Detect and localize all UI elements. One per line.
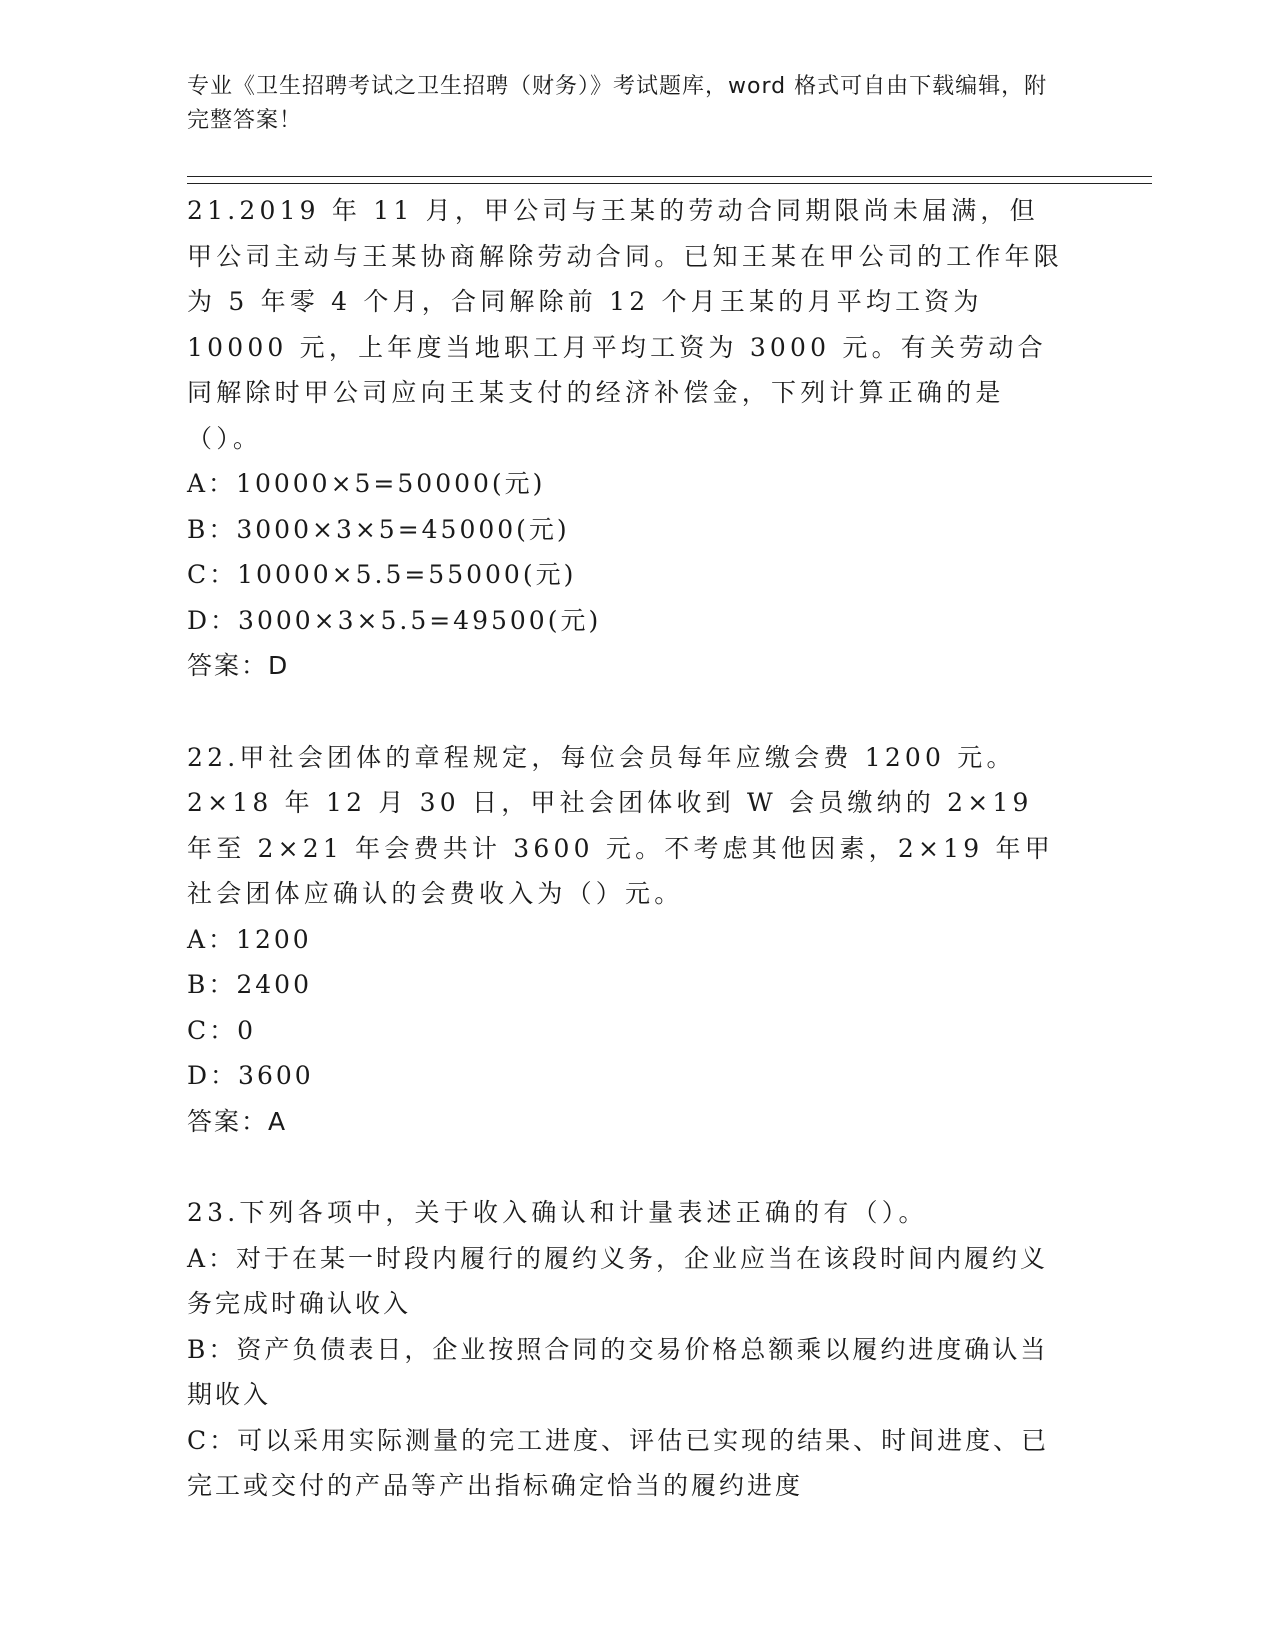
question-stem: 23.下列各项中，关于收入确认和计量表述正确的有（）。 [187, 1198, 928, 1227]
option-d: D：3000×3×5.5=49500(元) [187, 605, 602, 635]
document-header [187, 70, 1067, 138]
header-title: 专业《卫生招聘考试之卫生招聘（财务）》考试题库，word 格式可自由下载编辑，附完整答案！ [187, 74, 1048, 133]
option-a: A：1200 [187, 924, 312, 954]
option-a: A：10000×5=50000(元) [187, 469, 546, 498]
option-b: B：资产负债表日，企业按照合同的交易价格总额乘以履约进度确认当期收入 [187, 1334, 1049, 1409]
question-stem: 21.2019 年 11 月，甲公司与王某的劳动合同期限尚未届满，但甲公司主动与王某协商解除劳动合同。已知王某在甲公司的工作年限为 5 年零 4 个月，合同解除前 12 个月王某的月平均工资为 10000 元，上年度当地职工月平均工资为 3000 元。有关劳动合同解除时甲公司应向王某支付的经济补偿金，下列计算正确的是（）。 [187, 196, 1064, 453]
question-21 [187, 188, 1067, 689]
option-a: A：对于在某一时段内履行的履约义务，企业应当在该段时间内履约义务完成时确认收入 [187, 1243, 1049, 1318]
question-list [187, 188, 1067, 1509]
option-d: D：3600 [187, 1061, 314, 1090]
option-b: B：2400 [187, 970, 312, 999]
answer: 答案：A [187, 1106, 288, 1136]
option-c: C：可以采用实际测量的完工进度、评估已实现的结果、时间进度、已完工或交付的产品等产出指标确定恰当的履约进度 [187, 1425, 1050, 1500]
option-b: B：3000×3×5=45000(元) [187, 514, 570, 544]
header-divider-top [187, 176, 1152, 177]
option-c: C：10000×5.5=55000(元) [187, 560, 577, 589]
question-stem: 22.甲社会团体的章程规定，每位会员每年应缴会费 1200 元。2×18 年 12 月 30 日，甲社会团体收到 W 会员缴纳的 2×19 年至 2×21 年会费共计 3600 元。不考虑其他因素，2×19 年甲社会团体应确认的会费收入为（）元。 [187, 742, 1054, 908]
question-22 [187, 735, 1067, 1145]
header-divider-bottom [187, 183, 1152, 184]
option-c: C：0 [187, 1015, 257, 1045]
answer: 答案：D [187, 651, 290, 680]
question-23 [187, 1190, 1067, 1509]
